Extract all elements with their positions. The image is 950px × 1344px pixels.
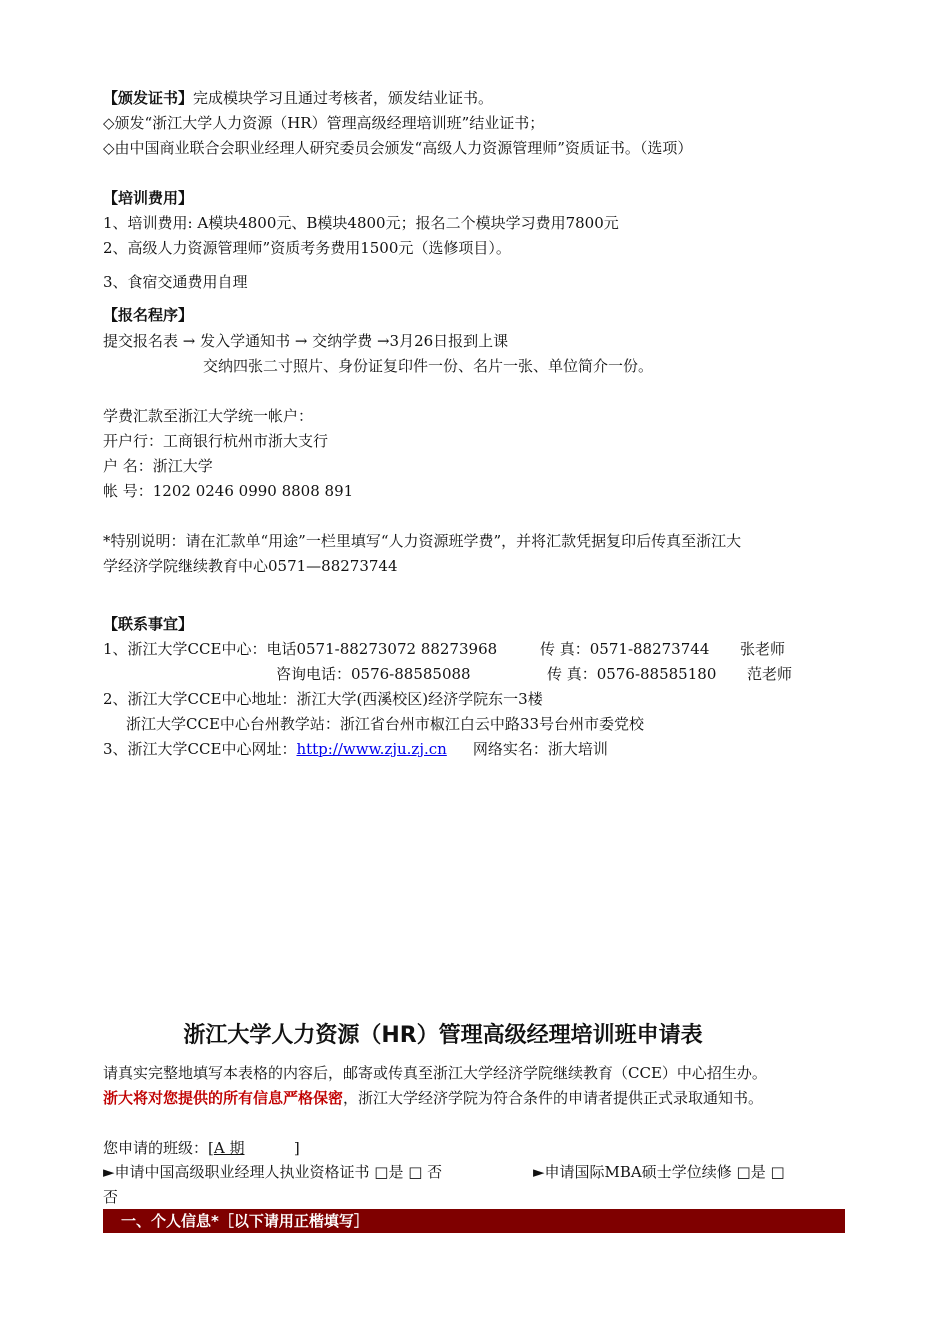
enroll-steps: 提交报名表 → 发入学通知书 → 交纳学费 →3月26日报到上课	[103, 332, 509, 350]
contact-website-line	[103, 739, 608, 759]
bank-line-2: 开户行：工商银行杭州市浙大支行	[103, 432, 329, 450]
class-end: ]	[293, 1139, 300, 1157]
website-label: 3、浙江大学CCE中心网址：	[103, 740, 297, 758]
form-intro-2	[103, 1088, 763, 1108]
class-label: 您申请的班级：[	[103, 1139, 214, 1157]
note-line-2: 学经济学院继续教育中心0571—88273744	[103, 557, 398, 575]
section-personal-info: 一、个人信息*［以下请用正楷填写］	[103, 1209, 845, 1233]
contact-line-1c: 张老师	[740, 640, 786, 658]
option-cert[interactable]: ►申请中国高级职业经理人执业资格证书 □是 □ 否	[103, 1163, 443, 1181]
bank-line-1: 学费汇款至浙江大学统一帐户：	[103, 407, 314, 425]
form-intro-2-rest: ，浙江大学经济学院为符合条件的申请者提供正式录取通知书。	[343, 1089, 764, 1107]
form-intro-1: 请真实完整地填写本表格的内容后，邮寄或传真至浙江大学经济学院继续教育（CCE）中心招生办。	[103, 1064, 767, 1082]
fees-item-3: 3、食宿交通费用自理	[103, 273, 248, 291]
cert-item-2: ◇由中国商业联合会职业经理人研究委员会颁发“高级人力资源管理师”资质证书。（选项）	[103, 139, 693, 157]
cert-line	[103, 88, 493, 108]
form-title: 浙江大学人力资源（HR）管理高级经理培训班申请表	[183, 1023, 703, 1048]
enroll-heading: 【报名程序】	[103, 306, 194, 324]
class-line	[103, 1138, 300, 1158]
cert-heading: 【颁发证书】	[103, 89, 194, 107]
website-link[interactable]: http://www.zju.zj.cn	[296, 740, 447, 758]
contact-line-1b: 传 真：0571-88273744	[540, 640, 710, 658]
option-mba[interactable]: ►申请国际MBA硕士学位续修 □是 □	[533, 1163, 785, 1181]
note-line-1: *特别说明：请在汇款单“用途”一栏里填写“人力资源班学费”，并将汇款凭据复印后传真至浙江大	[103, 532, 742, 550]
fees-item-2: 2、高级人力资源管理师”资质考务费用1500元（选修项目）。	[103, 239, 511, 257]
contact-heading: 【联系事宜】	[103, 615, 194, 633]
contact-line-2a: 咨询电话：0576-88585088	[276, 665, 471, 683]
contact-line-1a: 1、浙江大学CCE中心：电话0571-88273072 88273968	[103, 640, 498, 658]
cert-intro: 完成模块学习且通过考核者，颁发结业证书。	[193, 89, 494, 107]
bank-account: 帐 号：1202 0246 0990 8808 891	[103, 482, 354, 500]
fees-heading: 【培训费用】	[103, 189, 194, 207]
contact-line-2b: 传 真：0576-88585180	[547, 665, 717, 683]
contact-taizhou: 浙江大学CCE中心台州教学站：浙江省台州市椒江白云中路33号台州市委党校	[126, 715, 644, 733]
privacy-notice: 浙大将对您提供的所有信息严格保密	[103, 1089, 344, 1107]
enroll-docs: 交纳四张二寸照片、身份证复印件一份、名片一张、单位简介一份。	[203, 357, 654, 375]
contact-address: 2、浙江大学CCE中心地址：浙江大学(西溪校区)经济学院东一3楼	[103, 690, 543, 708]
class-input[interactable]: A 期	[213, 1139, 245, 1157]
bank-line-3: 户 名：浙江大学	[103, 457, 213, 475]
website-realname: 网络实名：浙大培训	[472, 740, 608, 758]
fees-item-1: 1、培训费用: A模块4800元、B模块4800元；报名二个模块学习费用7800元	[103, 214, 619, 232]
cert-item-1: ◇颁发“浙江大学人力资源（HR）管理高级经理培训班”结业证书；	[103, 114, 545, 132]
contact-line-2c: 范老师	[747, 665, 793, 683]
option-mba-wrap: 否	[103, 1188, 119, 1206]
